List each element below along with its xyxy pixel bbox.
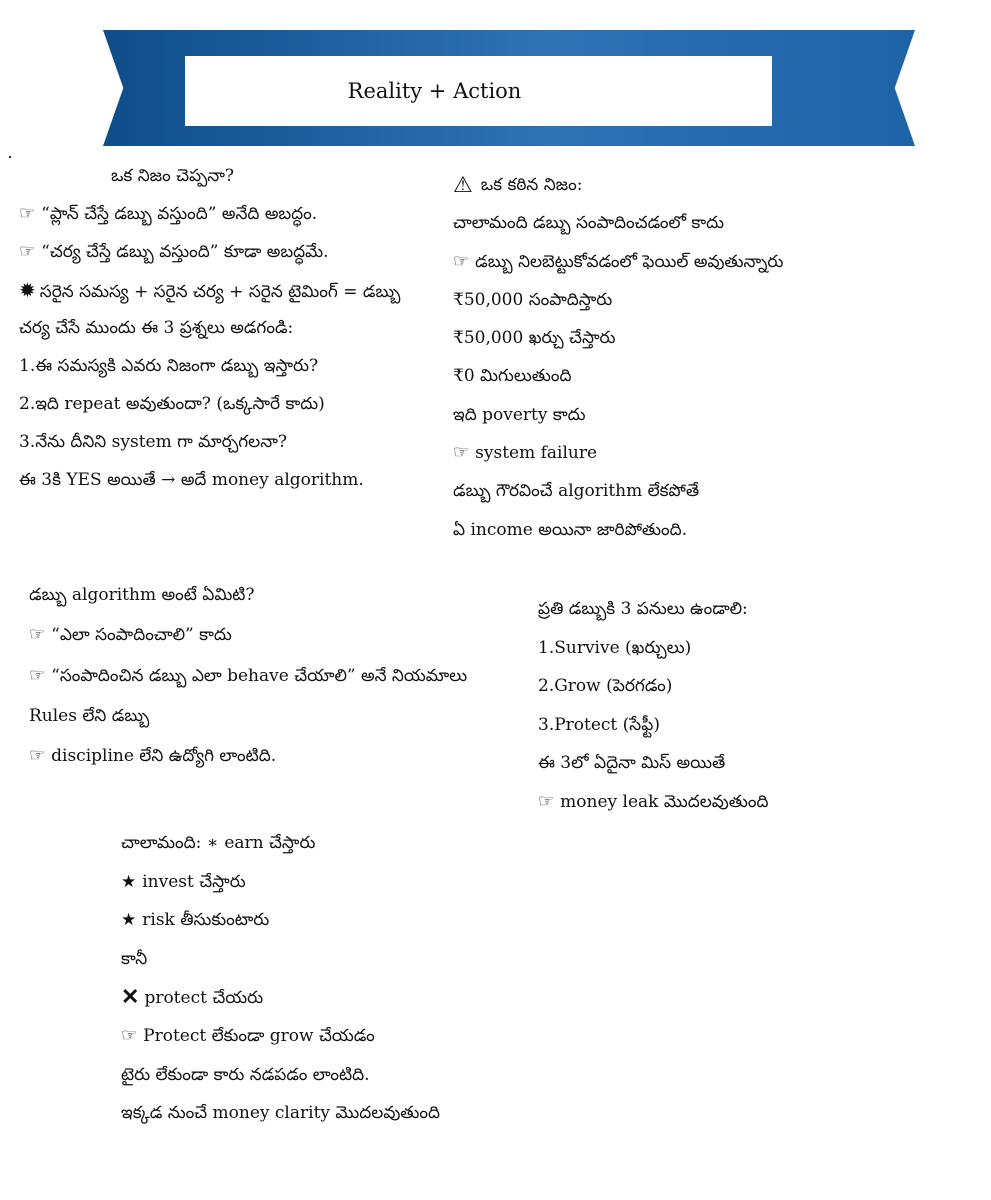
pointing-hand-icon: ☞	[19, 203, 36, 224]
section-heading: డబ్బు algorithm అంటే ఏమిటి?	[29, 585, 255, 605]
list-item: 1.Survive (ఖర్చులు)	[538, 637, 692, 658]
list-item: ₹50,000 ఖర్చు చేస్తారు	[453, 328, 616, 349]
list-item: ★ risk తీసుకుంటారు	[121, 910, 270, 931]
list-item: ☞ system failure	[453, 442, 598, 464]
list-item: టైరు లేకుండా కారు నడపడం లాంటిది.	[121, 1064, 370, 1085]
list-item: 3.నేను దీనిని system గా మార్చగలనా?	[19, 432, 288, 452]
stray-dot	[9, 156, 11, 158]
protection-section	[121, 833, 440, 1142]
star-icon: ★	[121, 910, 137, 931]
list-item: ★ invest చేస్తారు	[121, 871, 246, 892]
list-item: డబ్బు గౌరవించే algorithm లేకపోతే	[453, 481, 700, 502]
list-item: ☞ discipline లేని ఉద్యోగి లాంటిది.	[29, 745, 277, 767]
list-item: ☞ money leak మొదలవుతుంది	[538, 790, 769, 812]
reality-truth-section	[19, 166, 400, 508]
section-heading: ఒక నిజం చెప్పనా?	[111, 166, 235, 186]
asterisk-icon: ∗	[206, 833, 219, 853]
title-banner	[185, 56, 772, 126]
list-item: ☞ డబ్బు నిలబెట్టుకోవడంలో ఫెయిల్ అవుతున్నారు	[453, 250, 784, 272]
three-jobs-section	[538, 599, 768, 830]
star-icon: ★	[121, 871, 137, 892]
list-item: చర్య చేసే ముందు ఈ 3 ప్రశ్నలు అడగండి:	[19, 318, 294, 338]
cross-icon: ✕	[121, 984, 140, 1011]
warning-icon: ⚠	[453, 173, 473, 198]
list-item: చాలామంది డబ్బు సంపాదించడంలో కాదు	[453, 213, 725, 234]
burst-icon: ✹	[19, 278, 36, 302]
list-item: 3.Protect (సేఫ్టీ)	[538, 714, 660, 735]
list-item: ఈ 3కి YES అయితే → అదే money algorithm.	[19, 470, 364, 490]
section-heading: చాలామంది: ∗ earn చేస్తారు	[121, 833, 316, 853]
formula-line: ✹ సరైన సమస్య + సరైన చర్య + సరైన టైమింగ్ = డబ్బు	[19, 278, 401, 302]
pointing-hand-icon: ☞	[19, 241, 36, 262]
list-item: ఏ income అయినా జారిపోతుంది.	[453, 519, 688, 540]
list-item: 2.ఇది repeat అవుతుందా? (ఒక్కసారే కాదు)	[19, 394, 325, 414]
list-item: ☞ “ప్లాన్ చేస్తే డబ్బు వస్తుంది” అనేది అబద్ధం.	[19, 203, 318, 224]
list-item: ఈ 3లో ఏదైనా మిస్ అయితే	[538, 753, 726, 773]
list-item: ☞ “చర్య చేస్తే డబ్బు వస్తుంది” కూడా అబద్ధమే.	[19, 241, 329, 262]
list-item: ☞ Protect లేకుండా grow చేయడం	[121, 1024, 375, 1046]
list-item: ఇది poverty కాదు	[453, 404, 586, 425]
list-item: ☞ “సంపాదించిన డబ్బు ఎలా behave చేయాలి” అనే నియమాలు	[29, 664, 468, 686]
pointing-hand-icon: ☞	[538, 790, 555, 812]
list-item: కానీ	[121, 948, 148, 969]
pointing-hand-icon: ☞	[453, 250, 470, 272]
list-item: 1.ఈ సమస్యకి ఎవరు నిజంగా డబ్బు ఇస్తారు?	[19, 356, 319, 376]
list-item: ✕ protect చేయరు	[121, 984, 264, 1011]
pointing-hand-icon: ☞	[453, 442, 470, 464]
list-item: ఇక్కడ నుంచే money clarity మొదలవుతుంది	[121, 1103, 441, 1124]
section-heading: ⚠ ఒక కఠిన నిజం:	[453, 173, 583, 198]
pointing-hand-icon: ☞	[29, 745, 46, 767]
pointing-hand-icon: ☞	[29, 624, 46, 646]
pointing-hand-icon: ☞	[29, 664, 46, 686]
money-algorithm-section	[29, 585, 467, 786]
list-item: ₹50,000 సంపాదిస్తారు	[453, 289, 613, 310]
page-title: Reality + Action	[347, 79, 522, 103]
list-item: ☞ “ఎలా సంపాదించాలి” కాదు	[29, 624, 232, 646]
list-item: 2.Grow (పెరగడం)	[538, 676, 673, 696]
pointing-hand-icon: ☞	[121, 1024, 138, 1046]
list-item: Rules లేని డబ్బు	[29, 705, 150, 726]
section-heading: ప్రతి డబ్బుకి 3 పనులు ఉండాలి:	[538, 599, 748, 619]
hard-truth-section	[453, 175, 783, 558]
list-item: ₹0 మిగులుతుంది	[453, 366, 572, 387]
